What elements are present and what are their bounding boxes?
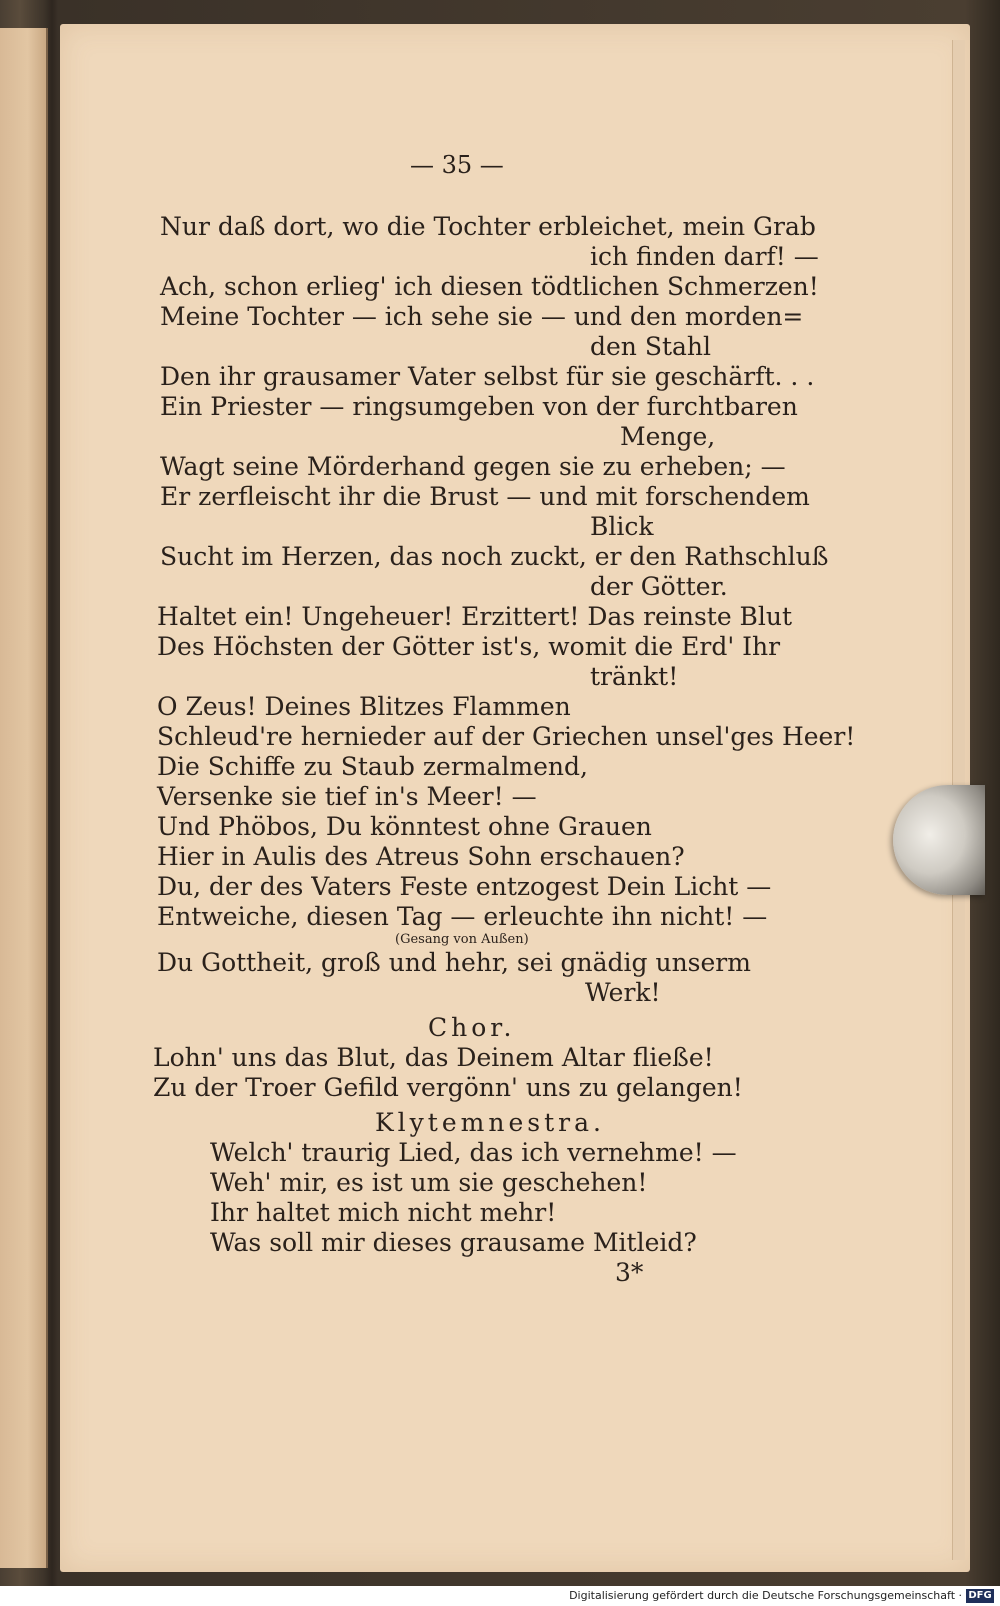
verse-line: Nur daß dort, wo die Tochter erbleichet, mein Grab	[160, 212, 816, 241]
verse-line: Werk!	[585, 978, 661, 1007]
verse-line: Lohn' uns das Blut, das Deinem Altar fließe!	[153, 1043, 714, 1072]
verse-line: Versenke sie tief in's Meer! —	[157, 782, 537, 811]
footer-credit: Digitalisierung gefördert durch die Deutsche Forschungsgemeinschaft ·	[569, 1589, 962, 1602]
verse-line: Welch' traurig Lied, das ich vernehme! —	[210, 1138, 737, 1167]
dfg-logo: DFG	[966, 1589, 994, 1603]
verse-line: Du, der des Vaters Feste entzogest Dein Licht —	[157, 872, 772, 901]
left-page-edge	[0, 28, 48, 1568]
verse-line: der Götter.	[590, 572, 728, 601]
verse-line: Meine Tochter — ich sehe sie — und den morden=	[160, 302, 804, 331]
verse-line: Entweiche, diesen Tag — erleuchte ihn nicht! —	[157, 902, 768, 931]
verse-line: Wagt seine Mörderhand gegen sie zu erheben; —	[160, 452, 786, 481]
verse-line: Zu der Troer Gefild vergönn' uns zu gelangen!	[153, 1073, 743, 1102]
verse-line: Sucht im Herzen, das noch zuckt, er den Rathschluß	[160, 542, 829, 571]
verse-line: Ein Priester — ringsumgeben von der furchtbaren	[160, 392, 798, 421]
speaker-heading: Chor.	[428, 1013, 516, 1042]
stage-direction: (Gesang von Außen)	[395, 932, 529, 947]
verse-line: Menge,	[620, 422, 716, 451]
verse-line: Die Schiffe zu Staub zermalmend,	[157, 752, 588, 781]
verse-line: Und Phöbos, Du könntest ohne Grauen	[157, 812, 652, 841]
verse-line: Du Gottheit, groß und hehr, sei gnädig unserm	[157, 948, 751, 977]
verse-line: Haltet ein! Ungeheuer! Erzittert! Das reinste Blut	[157, 602, 793, 631]
verse-line: Ihr haltet mich nicht mehr!	[210, 1198, 557, 1227]
verse-line: Schleud're hernieder auf der Griechen unsel'ges Heer!	[157, 722, 856, 751]
verse-line: Blick	[590, 512, 654, 541]
verse-line: ich finden darf! —	[590, 242, 819, 271]
verse-line: tränkt!	[590, 662, 679, 691]
verse-line: den Stahl	[590, 332, 712, 361]
verse-line: O Zeus! Deines Blitzes Flammen	[157, 692, 571, 721]
verse-line: Er zerfleischt ihr die Brust — und mit forschendem	[160, 482, 810, 511]
verse-line: Ach, schon erlieg' ich diesen tödtlichen Schmerzen!	[160, 272, 819, 301]
verse-line: Des Höchsten der Götter ist's, womit die Erd' Ihr	[157, 632, 781, 661]
verse-line: Hier in Aulis des Atreus Sohn erschauen?	[157, 842, 685, 871]
speaker-heading: Klytemnestra.	[375, 1108, 605, 1137]
verse-line: Den ihr grausamer Vater selbst für sie geschärft. . .	[160, 362, 815, 391]
verse-line: Weh' mir, es ist um sie geschehen!	[210, 1168, 648, 1197]
page-number: — 35 —	[410, 151, 504, 179]
verse-line: Was soll mir dieses grausame Mitleid?	[210, 1228, 697, 1257]
signature-mark: 3*	[615, 1258, 644, 1287]
